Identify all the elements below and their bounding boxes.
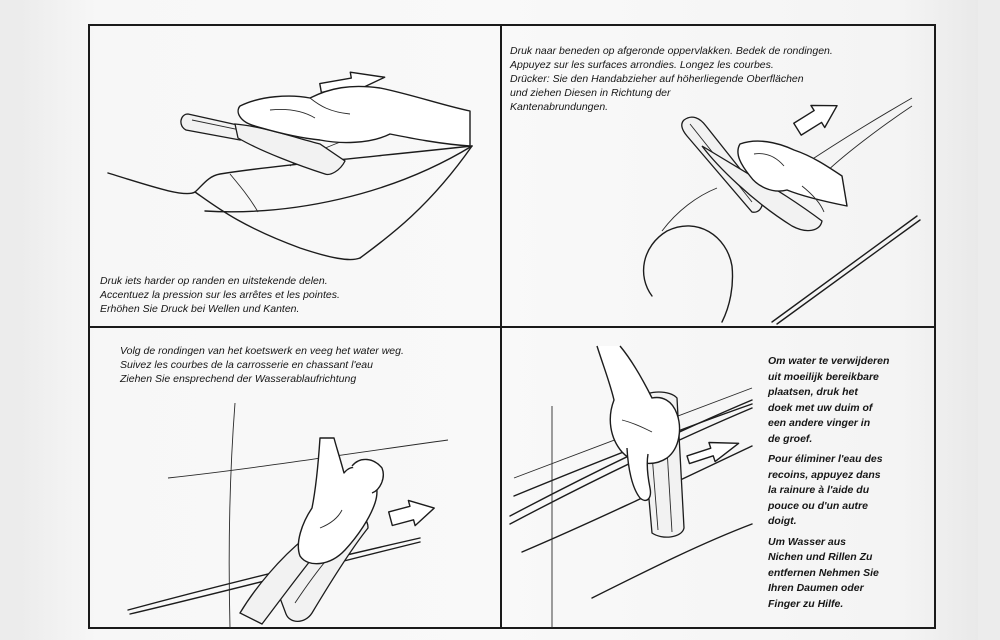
caption-nl (768, 354, 928, 447)
caption-line: Drücker: Sie den Handabzieher auf höherliegende Oberflächen (510, 73, 804, 85)
caption-de (768, 535, 928, 613)
caption-line: Accentuez la pression sur les arrêtes et les pointes. (100, 289, 340, 301)
caption-line: Appuyez sur les surfaces arrondies. Longez les courbes. (510, 59, 774, 71)
caption-line: doek met uw duim of (768, 401, 873, 414)
caption-line: Volg de rondingen van het koetswerk en veeg het water weg. (120, 345, 404, 357)
panel-top-right (502, 26, 936, 326)
caption-fr (768, 452, 928, 530)
caption-line: Druk iets harder op randen en uitstekende delen. (100, 275, 328, 287)
caption-bottom-right (768, 354, 928, 617)
caption-line: Pour éliminer l'eau des (768, 453, 883, 465)
caption-top-left (100, 274, 340, 316)
caption-line: Erhöhen Sie Druck bei Wellen und Kanten. (100, 303, 300, 315)
caption-line: Ihren Daumen oder (768, 582, 864, 594)
caption-line: la rainure à l'aide du (768, 484, 870, 496)
caption-line: Ziehen Sie ensprechend der Wasserablaufrichtung (120, 373, 357, 385)
caption-line: Um Wasser aus (768, 535, 847, 548)
panel-top-left (90, 26, 500, 326)
illustration-rounded-surface (502, 26, 936, 326)
caption-line: uit moeilijk bereikbare (768, 370, 879, 383)
panel-bottom-left (90, 328, 500, 628)
caption-line: de groef. (768, 432, 813, 445)
caption-line: Suivez les courbes de la carrosserie en chassant l'eau (120, 359, 373, 371)
illustration-groove-thumb (502, 328, 762, 628)
caption-line: plaatsen, druk het (768, 386, 858, 398)
caption-line: doigt. (768, 515, 797, 527)
caption-line: een andere vinger in (768, 417, 871, 429)
caption-line: Nichen und Rillen Zu (768, 551, 873, 563)
caption-line: Druk naar beneden op afgeronde oppervlakken. Bedek de rondingen. (510, 45, 833, 57)
caption-line: entfernen Nehmen Sie (768, 566, 879, 579)
caption-line: Om water te verwijderen (768, 355, 890, 367)
illustration-follow-curves (90, 328, 500, 628)
caption-line: und ziehen Diesen in Richtung der (510, 87, 671, 99)
caption-line: Finger zu Hilfe. (768, 597, 844, 610)
caption-line: Kantenabrundungen. (510, 101, 609, 113)
caption-line: recoins, appuyez dans (768, 468, 881, 481)
caption-line: pouce ou d'un autre (768, 499, 868, 512)
